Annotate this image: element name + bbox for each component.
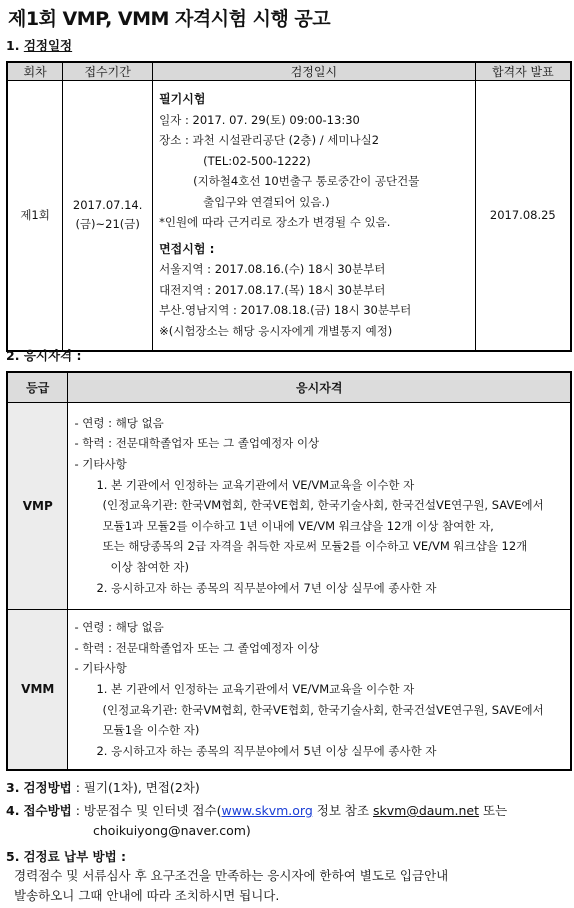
written-directions-1: (지하철4호선 10번출구 통로중간이 공단건물 xyxy=(193,174,420,189)
written-tel: (TEL:02-500-1222) xyxy=(203,153,311,168)
section-4-number: 4. xyxy=(6,803,20,818)
vmp-line: 1. 본 기관에서 인정하는 교육기관에서 VE/VM교육을 이수한 자 xyxy=(96,477,415,492)
vmm-line: 모듈1을 이수한 자) xyxy=(102,723,200,738)
section-3-label: 검정방법 xyxy=(23,780,72,795)
section-5-heading xyxy=(6,847,126,865)
section-2-heading xyxy=(6,346,81,364)
section-5-line-1: 경력점수 및 서류심사 후 요구조건을 만족하는 응시자에 한하여 별도로 입금안내 xyxy=(14,868,449,883)
vmm-grade: VMM xyxy=(7,609,68,770)
website-link[interactable]: www.skvm.org xyxy=(221,803,313,818)
section-2-label: 응시자격 : xyxy=(23,348,82,363)
section-4-value: : 방문접수 및 인터넷 접수( xyxy=(71,803,222,818)
vmp-row xyxy=(7,402,571,609)
written-place: 장소 : 과천 시설관리공단 (2층) / 세미나실2 xyxy=(159,133,380,148)
vmp-line: 이상 참여한 자) xyxy=(110,559,189,574)
interview-daejeon: 대전지역 : 2017.08.17.(목) 18시 30분부터 xyxy=(159,282,386,297)
written-title: 필기시험 xyxy=(159,92,206,107)
section-3-line xyxy=(6,778,200,796)
section-1-number: 1. xyxy=(6,38,20,53)
vmm-line: 1. 본 기관에서 인정하는 교육기관에서 VE/VM교육을 이수한 자 xyxy=(96,681,415,696)
section-4-label: 접수방법 xyxy=(23,803,72,818)
header-datetime: 검정일시 xyxy=(153,62,476,81)
vmm-line: - 학력 : 전문대학졸업자 또는 그 졸업예정자 이상 xyxy=(74,640,320,655)
vmm-line: (인정교육기관: 한국VM협회, 한국VE협회, 한국기술사회, 한국건설VE연구원, SAVE에서 xyxy=(102,702,544,717)
schedule-row xyxy=(7,81,571,351)
interview-title: 면접시험 : xyxy=(159,241,215,256)
period-line-2: (금)~21(금) xyxy=(75,217,140,232)
header-qualification: 응시자격 xyxy=(68,372,571,402)
section-5-number: 5. xyxy=(6,849,20,864)
vmp-grade: VMP xyxy=(7,402,68,609)
header-period: 접수기간 xyxy=(63,62,153,81)
vmm-line: - 연령 : 해당 없음 xyxy=(74,620,164,635)
qualification-table xyxy=(6,371,572,771)
email-link-1[interactable]: skvm@daum.net xyxy=(373,803,480,818)
section-4-after-email: 또는 xyxy=(479,803,508,818)
vmp-line: 또는 해당종목의 2급 자격을 취득한 자로써 모듈2를 이수하고 VE/VM 워크샵을 12개 xyxy=(102,539,528,554)
vmp-line: 모듈1과 모듈2를 이수하고 1년 이내에 VE/VM 워크샵을 12개 이상 참여한 자, xyxy=(102,518,494,533)
qualification-header-row xyxy=(7,372,571,402)
schedule-header-row xyxy=(7,62,571,81)
written-date: 일자 : 2017. 07. 29(토) 09:00-13:30 xyxy=(159,112,360,127)
section-3-value: : 필기(1차), 면접(2차) xyxy=(71,780,200,795)
round-cell: 제1회 xyxy=(7,81,63,351)
vmp-line: 2. 응시하고자 하는 종목의 직무분야에서 7년 이상 실무에 종사한 자 xyxy=(96,580,437,595)
written-note: *인원에 따라 근거리로 장소가 변경될 수 있음. xyxy=(159,215,391,230)
schedule-table xyxy=(6,61,572,352)
vmm-requirements xyxy=(68,609,571,770)
vmp-line: (인정교육기관: 한국VM협회, 한국VE협회, 한국기술사회, 한국건설VE연구원, SAVE에서 xyxy=(102,498,544,513)
vmp-requirements xyxy=(68,402,571,609)
section-1-heading xyxy=(6,36,72,54)
email-link-2[interactable]: choikuiyong@naver.com) xyxy=(93,823,251,838)
section-5-label: 검정료 납부 방법 : xyxy=(23,849,127,864)
written-directions-2: 출입구와 연결되어 있음.) xyxy=(203,194,330,209)
page-title: 제1회 VMP, VMM 자격시험 시행 공고 xyxy=(8,8,331,30)
header-announce: 합격자 발표 xyxy=(475,62,571,81)
section-3-number: 3. xyxy=(6,780,20,795)
announce-cell: 2017.08.25 xyxy=(475,81,571,351)
vmp-line: - 연령 : 해당 없음 xyxy=(74,415,164,430)
vmm-line: - 기타사항 xyxy=(74,661,127,676)
section-1-label: 검정일정 xyxy=(23,38,73,53)
vmm-line: 2. 응시하고자 하는 종목의 직무분야에서 5년 이상 실무에 종사한 자 xyxy=(96,743,437,758)
interview-seoul: 서울지역 : 2017.08.16.(수) 18시 30분부터 xyxy=(159,262,386,277)
section-4-after-link: 정보 참조 xyxy=(312,803,373,818)
period-cell xyxy=(63,81,153,351)
interview-note: ※(시험장소는 해당 응시자에게 개별통지 예정) xyxy=(159,323,393,338)
section-2-number: 2. xyxy=(6,348,20,363)
vmm-row xyxy=(7,609,571,770)
interview-busan: 부산.영남지역 : 2017.08.18.(금) 18시 30분부터 xyxy=(159,303,412,318)
vmp-line: - 학력 : 전문대학졸업자 또는 그 졸업예정자 이상 xyxy=(74,436,320,451)
header-grade: 등급 xyxy=(7,372,68,402)
datetime-cell xyxy=(153,81,476,351)
section-4-line xyxy=(6,801,507,819)
header-round: 회차 xyxy=(7,62,63,81)
period-line-1: 2017.07.14. xyxy=(72,198,143,213)
vmp-line: - 기타사항 xyxy=(74,457,127,472)
section-5-line-2: 발송하오니 그때 안내에 따라 조치하시면 됩니다. xyxy=(14,888,280,903)
